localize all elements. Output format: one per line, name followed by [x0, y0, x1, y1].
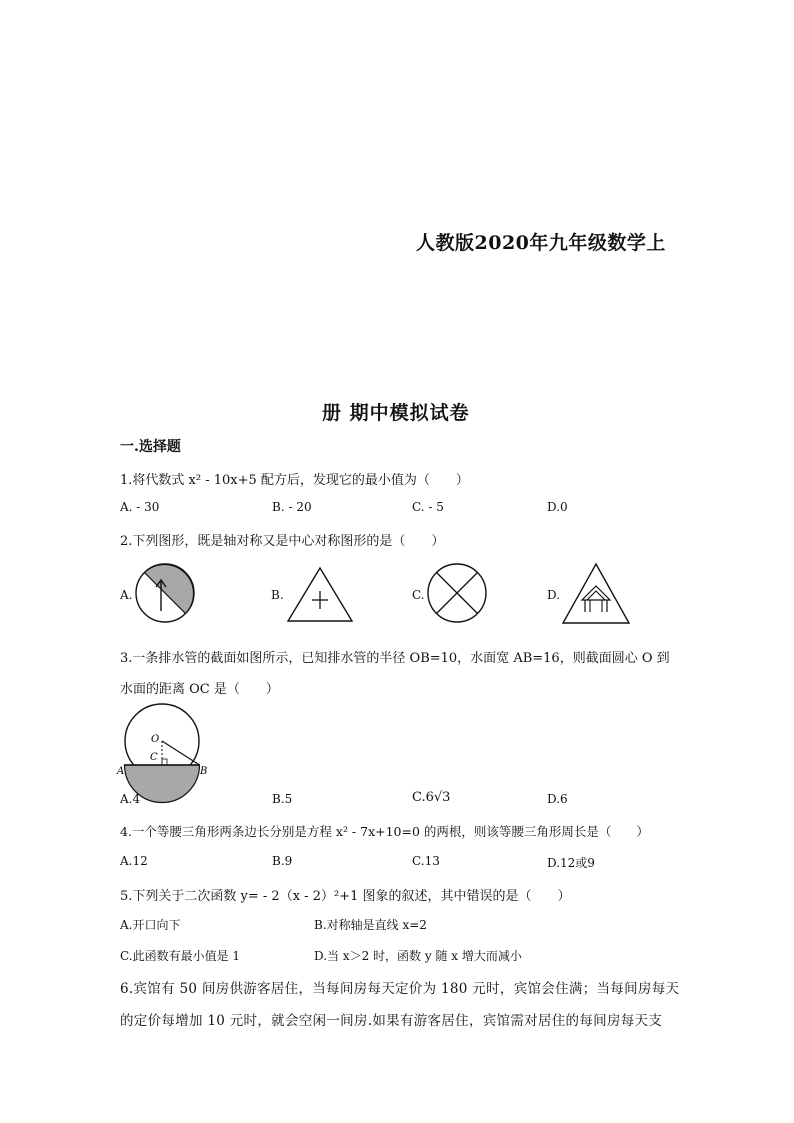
q5-option-a: A.开口向下 [120, 918, 181, 932]
title-line-2: 册 期中模拟试卷 [322, 402, 470, 424]
question-6-stem-line-2: 的定价每增加 10 元时，就会空闲一间房.如果有游客居住，宾馆需对居住的每间房每天支 [120, 1013, 663, 1029]
q3-label-o: O [151, 734, 160, 745]
q5-option-b: B.对称轴是直线 x=2 [314, 918, 427, 932]
question-1-stem: 1.将代数式 x² - 10x+5 配方后，发现它的最小值为（ ） [120, 473, 469, 488]
q2-label-d: D. [547, 588, 561, 602]
q4-option-c: C.13 [412, 854, 440, 868]
q1-option-a: A. - 30 [120, 500, 160, 514]
question-6-stem-line-1: 6.宾馆有 50 间房供游客居住，当每间房每天定价为 180 元时，宾馆会住满；当每间房每天 [120, 981, 680, 997]
q3-option-a: A.4 [120, 792, 141, 806]
question-3-stem-line-2: 水面的距离 OC 是（ ） [120, 682, 279, 697]
q1-option-c: C. - 5 [412, 500, 444, 514]
q2-figure-d [562, 562, 630, 624]
q2-label-a: A. [120, 588, 133, 602]
q2-figure-b [286, 566, 354, 622]
question-3-stem-line-1: 3.一条排水管的截面如图所示，已知排水管的半径 OB=10，水面宽 AB=16，则截面圆心 O 到 [120, 651, 670, 666]
question-4-stem: 4.一个等腰三角形两条边长分别是方程 x² - 7x+10=0 的两根，则该等腰三角形周长是（ ） [120, 824, 649, 839]
q2-figure-a [134, 562, 196, 624]
q4-option-d: D.12或9 [547, 856, 595, 870]
section-heading: 一.选择题 [120, 439, 181, 455]
question-5-stem: 5.下列关于二次函数 y= - 2（x - 2）²+1 图象的叙述，其中错误的是（ ） [120, 889, 571, 904]
q4-option-a: A.12 [120, 854, 148, 868]
title-line-1: 人教版2020年九年级数学上 [416, 232, 666, 254]
q3-option-d: D.6 [547, 792, 568, 806]
q3-label-a: A [117, 766, 125, 777]
q4-option-b: B.9 [272, 854, 293, 868]
q3-label-b: B [200, 766, 208, 777]
question-2-stem: 2.下列图形，既是轴对称又是中心对称图形的是（ ） [120, 534, 445, 549]
q5-option-d: D.当 x＞2 时，函数 y 随 x 增大而减小 [314, 949, 522, 963]
q1-option-d: D.0 [547, 500, 568, 514]
q2-label-b: B. [271, 588, 284, 602]
q1-option-b: B. - 20 [272, 500, 312, 514]
q3-label-c: C [150, 752, 158, 763]
q2-label-c: C. [412, 588, 425, 602]
q3-pipe-figure [115, 704, 208, 784]
q3-option-b: B.5 [272, 792, 293, 806]
q3-option-c: C.6√3 [412, 790, 451, 805]
q5-option-c: C.此函数有最小值是 1 [120, 949, 241, 963]
q2-figure-c [426, 562, 488, 624]
